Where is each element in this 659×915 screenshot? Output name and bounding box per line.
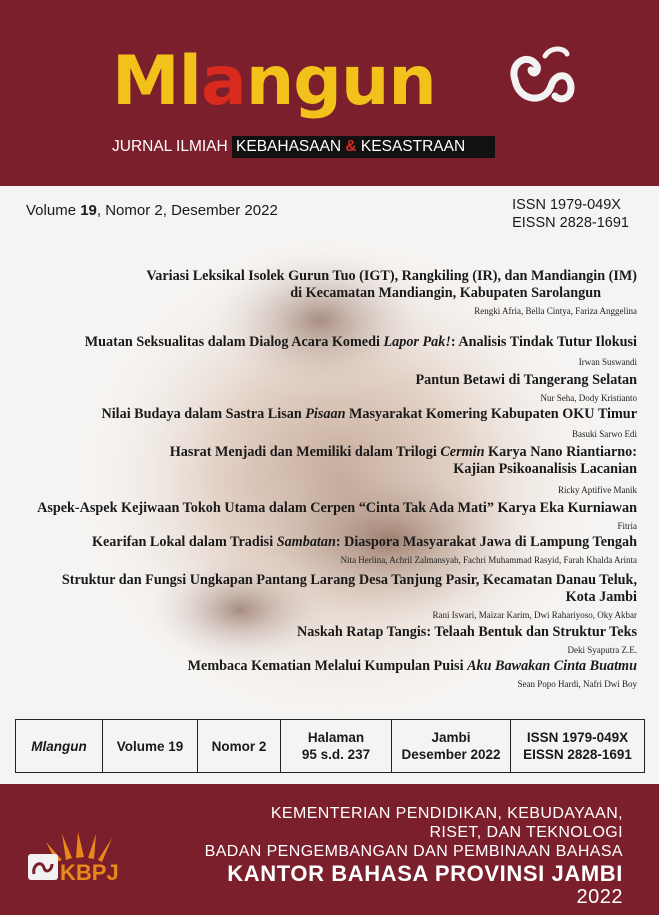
subtitle-ampersand: & <box>345 138 357 155</box>
subtitle-part-b: KESASTRAAN <box>356 138 466 155</box>
volume-label: Volume <box>26 202 81 219</box>
logo-text-accent: a <box>200 42 246 121</box>
logo-text-part2: ngun <box>245 42 436 121</box>
publisher-agency: BADAN PENGEMBANGAN DAN PEMBINAAN BAHASA <box>204 843 623 860</box>
publisher-block <box>205 804 623 908</box>
toc-article-2 <box>85 334 637 368</box>
article-title-line: Hasrat Menjadi dan Memiliki dalam Trilogi Cermin Karya Nano Riantiarno: <box>169 444 637 460</box>
date: Desember 2022 <box>401 747 501 762</box>
table-cell-journal: Mlangun <box>16 720 103 772</box>
article-title-line: di Kecamatan Mandiangin, Kabupaten Sarolangun <box>290 285 601 301</box>
article-title-line: Aspek-Aspek Kejiwaan Tokoh Utama dalam Cerpen “Cinta Tak Ada Mati” Karya Eka Kurniawan <box>37 500 637 516</box>
article-title-line: Variasi Leksikal Isolek Gurun Tuo (IGT), Rangkiling (IR), dan Mandiangin (IM) <box>146 268 637 284</box>
subtitle-plain: JURNAL ILMIAH <box>112 138 233 155</box>
logo-text-part1: Ml <box>112 42 201 121</box>
toc-article-9 <box>297 624 637 656</box>
publisher-ministry: KEMENTERIAN PENDIDIKAN, KEBUDAYAAN, <box>270 805 623 822</box>
pages-range: 95 s.d. 237 <box>301 747 371 762</box>
toc-article-4 <box>101 406 637 440</box>
table-cell-pages <box>281 720 392 772</box>
article-authors: Basuki Sarwo Edi <box>572 429 637 439</box>
toc-article-7 <box>92 534 637 566</box>
issn-electronic: EISSN 2828-1691 <box>512 215 629 231</box>
article-title-line: Kota Jambi <box>565 589 637 605</box>
volume-number: 19 <box>80 202 97 219</box>
article-title-line: Membaca Kematian Melalui Kumpulan Puisi Aku Bawakan Cinta Buatmu <box>187 658 637 674</box>
kbpj-logo-text: KBPJ <box>60 860 119 885</box>
table-issn: ISSN 1979-049X <box>526 730 629 745</box>
kbpj-logo <box>26 830 144 894</box>
toc-article-8 <box>62 572 637 621</box>
subtitle-highlight <box>232 136 495 158</box>
publisher-ministry-2: RISET, DAN TEKNOLOGI <box>429 824 623 841</box>
issue-info-table <box>15 719 645 773</box>
place: Jambi <box>431 730 471 745</box>
subtitle-part-a: KEBAHASAAN <box>236 138 346 155</box>
article-authors: Ricky Aptifive Manik <box>558 485 637 495</box>
toc-article-3 <box>415 372 637 404</box>
article-authors: Rengki Afria, Bella Cintya, Fariza Anggelina <box>474 306 637 316</box>
article-title-line: Struktur dan Fungsi Ungkapan Pantang Larang Desa Tanjung Pasir, Kecamatan Danau Teluk, <box>61 572 637 588</box>
pages-label: Halaman <box>307 730 365 745</box>
article-authors: Rani Iswari, Maizar Karim, Dwi Rahariyoso, Oky Akbar <box>432 610 637 620</box>
article-authors: Nur Seha, Dody Kristianto <box>540 393 637 403</box>
volume-info <box>26 202 278 219</box>
article-authors: Fitria <box>617 521 637 531</box>
article-title-line: Muatan Seksualitas dalam Dialog Acara Komedi Lapor Pak!: Analisis Tindak Tutur Ilokusi <box>84 334 637 350</box>
table-cell-volume: Volume 19 <box>103 720 198 772</box>
table-eissn: EISSN 2828-1691 <box>523 747 632 762</box>
issn-print: ISSN 1979-049X <box>512 197 621 213</box>
logo-mark-icon <box>505 42 585 112</box>
toc-article-6 <box>37 500 637 532</box>
toc-article-5 <box>170 444 637 496</box>
table-cell-date <box>392 720 511 772</box>
publisher-office: KANTOR BAHASA PROVINSI JAMBI <box>227 861 623 886</box>
article-title-line: Kearifan Lokal dalam Tradisi Sambatan: Diaspora Masyarakat Jawa di Lampung Tengah <box>91 534 637 550</box>
article-authors: Nita Herlina, Achril Zalmansyah, Fachri Muhammad Rasyid, Farah Khalda Arinta <box>340 555 637 565</box>
article-title-line: Naskah Ratap Tangis: Telaah Bentuk dan Struktur Teks <box>297 624 637 640</box>
table-cell-number: Nomor 2 <box>198 720 281 772</box>
issn-block <box>512 196 629 232</box>
article-authors: Irwan Suswandi <box>578 357 637 367</box>
publication-year: 2022 <box>576 886 623 908</box>
volume-rest: , Nomor 2, Desember 2022 <box>96 202 278 219</box>
table-cell-issn <box>511 720 644 772</box>
journal-logo <box>112 42 436 121</box>
article-title-line: Kajian Psikoanalisis Lacanian <box>453 461 637 477</box>
toc-article-1 <box>146 268 637 317</box>
toc-article-10 <box>188 658 637 690</box>
article-authors: Sean Popo Hardi, Nafri Dwi Boy <box>517 679 637 689</box>
article-title-line: Nilai Budaya dalam Sastra Lisan Pisaan Masyarakat Komering Kabupaten OKU Timur <box>101 406 637 422</box>
article-title-line: Pantun Betawi di Tangerang Selatan <box>415 372 637 388</box>
article-authors: Deki Syaputra Z.E. <box>567 645 637 655</box>
journal-subtitle <box>112 136 495 158</box>
